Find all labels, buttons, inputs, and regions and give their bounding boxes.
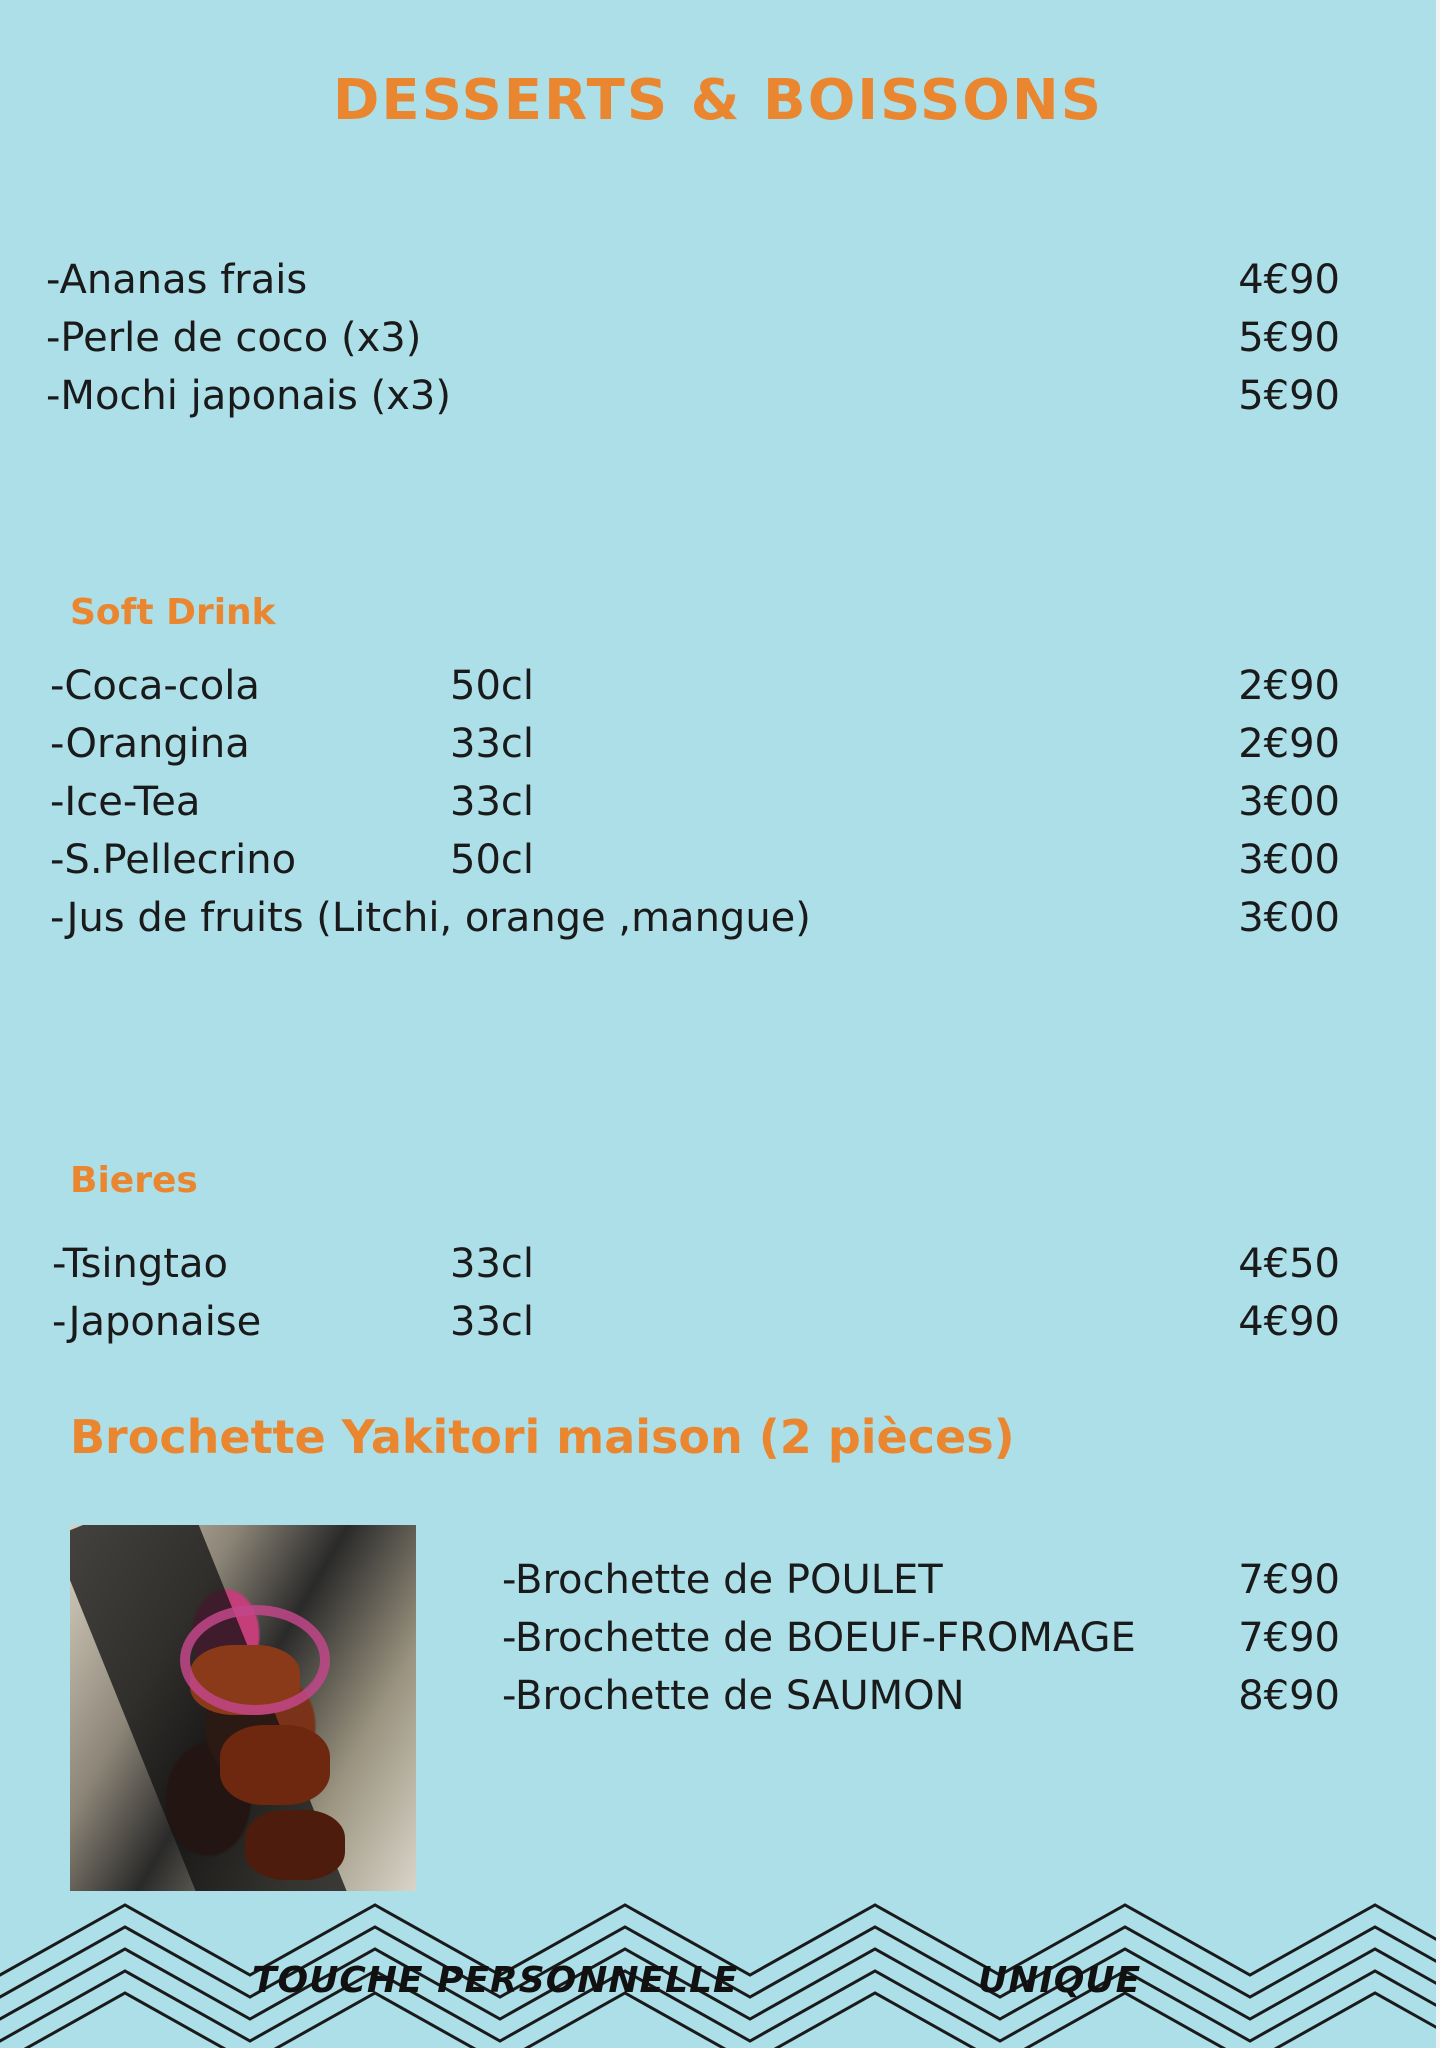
menu-item-price: 4€90 bbox=[1238, 257, 1340, 303]
menu-item-price: 3€00 bbox=[1238, 837, 1340, 883]
menu-item-name: -Mochi japonais (x3) bbox=[46, 373, 451, 419]
section-heading-brochette: Brochette Yakitori maison (2 pièces) bbox=[70, 1410, 1015, 1464]
page-title: DESSERTS & BOISSONS bbox=[332, 68, 1104, 133]
menu-item-size: 33cl bbox=[450, 1299, 535, 1345]
menu-item-name: -Brochette de SAUMON bbox=[502, 1673, 965, 1719]
menu-item-name: -Tsingtao bbox=[52, 1241, 228, 1287]
menu-item-price: 8€90 bbox=[1238, 1673, 1340, 1719]
menu-item-name: -Brochette de POULET bbox=[502, 1557, 943, 1603]
menu-item-price: 7€90 bbox=[1238, 1615, 1340, 1661]
menu-item-name: -Orangina bbox=[50, 721, 250, 767]
menu-item-price: 4€50 bbox=[1238, 1241, 1340, 1287]
menu-item-size: 50cl bbox=[450, 663, 535, 709]
menu-item-name: -Ananas frais bbox=[46, 257, 308, 303]
menu-item-price: 4€90 bbox=[1238, 1299, 1340, 1345]
menu-item-price: 2€90 bbox=[1238, 721, 1340, 767]
yakitori-photo bbox=[70, 1525, 416, 1891]
menu-item-price: 2€90 bbox=[1238, 663, 1340, 709]
section-heading-bieres: Bieres bbox=[70, 1160, 198, 1201]
menu-item-size: 50cl bbox=[450, 837, 535, 883]
page-edge bbox=[1436, 0, 1440, 2048]
menu-item-price: 5€90 bbox=[1238, 315, 1340, 361]
menu-item-size: 33cl bbox=[450, 1241, 535, 1287]
menu-item-name: -Perle de coco (x3) bbox=[46, 315, 422, 361]
menu-item-price: 5€90 bbox=[1238, 373, 1340, 419]
menu-item-name: -Japonaise bbox=[52, 1299, 262, 1345]
menu-item-name: -Jus de fruits (Litchi, orange ,mangue) bbox=[50, 895, 811, 941]
menu-item-name: -S.Pellecrino bbox=[50, 837, 297, 883]
menu-item-price: 3€00 bbox=[1238, 895, 1340, 941]
menu-item-size: 33cl bbox=[450, 779, 535, 825]
menu-item-price: 3€00 bbox=[1238, 779, 1340, 825]
footer-slogan-right: UNIQUE bbox=[978, 1960, 1142, 2001]
menu-item-name: -Brochette de BOEUF-FROMAGE bbox=[502, 1615, 1136, 1661]
menu-item-price: 7€90 bbox=[1238, 1557, 1340, 1603]
menu-item-name: -Ice-Tea bbox=[50, 779, 201, 825]
menu-item-size: 33cl bbox=[450, 721, 535, 767]
footer-slogan-left: TOUCHE PERSONNELLE bbox=[252, 1960, 739, 2001]
menu-item-name: -Coca-cola bbox=[50, 663, 260, 709]
section-heading-soft-drink: Soft Drink bbox=[70, 592, 276, 633]
